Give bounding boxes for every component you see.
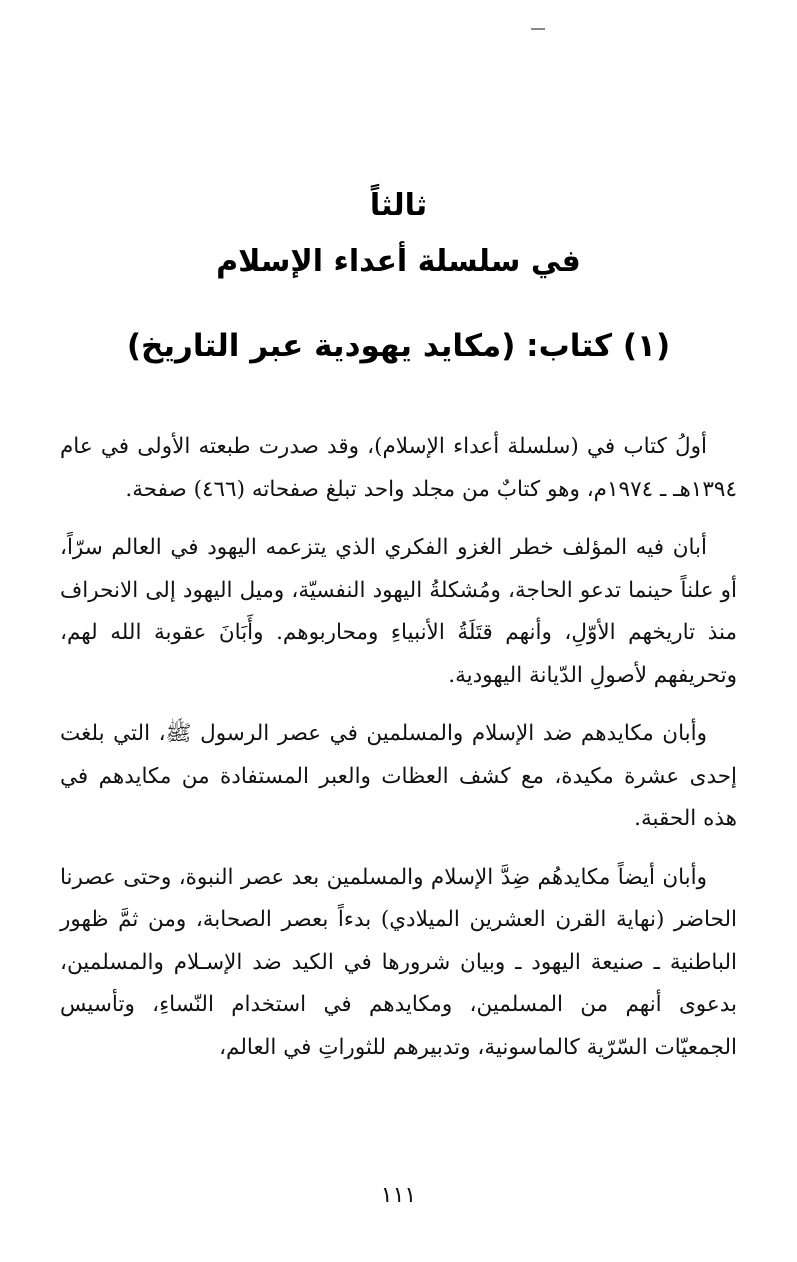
paragraph-3: وأبان مكايدهم ضد الإسلام والمسلمين في عصر الرسول ﷺ، التي بلغت إحدى عشرة مكيدة، مع كشف العظات والعبر المستفادة من مكايدهم في هذه الحقبة. xyxy=(60,721,737,831)
top-mark xyxy=(531,28,545,30)
page-number: ١١١ xyxy=(380,1183,417,1208)
series-heading: في سلسلة أعداء الإسلام xyxy=(216,244,581,279)
book-title-heading: (١) كتاب: (مكايد يهودية عبر التاريخ) xyxy=(126,328,671,364)
body-text xyxy=(60,426,737,1085)
paragraph-1: أولُ كتاب في (سلسلة أعداء الإسلام)، وقد صدرت طبعته الأولى في عام ١٣٩٤هـ ـ ١٩٧٤م، وهو كتابٌ من مجلد واحد تبلغ صفحاته (٤٦٦) صفحة. xyxy=(60,434,737,502)
paragraph-2: أبان فيه المؤلف خطر الغزو الفكري الذي يتزعمه اليهود في العالم سرّاً، أو علناً حينما تدعو الحاجة، ومُشكلةُ اليهود النفسيّة، وميل اليهود إلى الانحراف منذ تاريخهم الأوّلِ، وأنهم قتَلَةُ الأنبياءِ ومحاربوهم. وأَبَانَ عقوبة الله لهم، وتحريفهم لأصولِ الدّيانة اليهودية. xyxy=(60,535,737,688)
section-number-heading: ثالثاً xyxy=(369,188,428,223)
paragraph-4: وأبان أيضاً مكايدهُم ضِدَّ الإسلام والمسلمين بعد عصر النبوة، وحتى عصرنا الحاضر (نهاية القرن العشرين الميلادي) بدءاً بعصر الصحابة، ومن ثمَّ ظهور الباطنية ـ صنيعة اليهود ـ وبيان شرورها في الكيد ضد الإسـلام والمسلمين، بدعوى أنهم من المسلمين، ومكايدهم في استخدام النّساءِ، وتأسيس الجمعيّات السّرّية كالماسونية، وتدبيرهم للثوراتِ في العالم، xyxy=(60,864,737,1060)
